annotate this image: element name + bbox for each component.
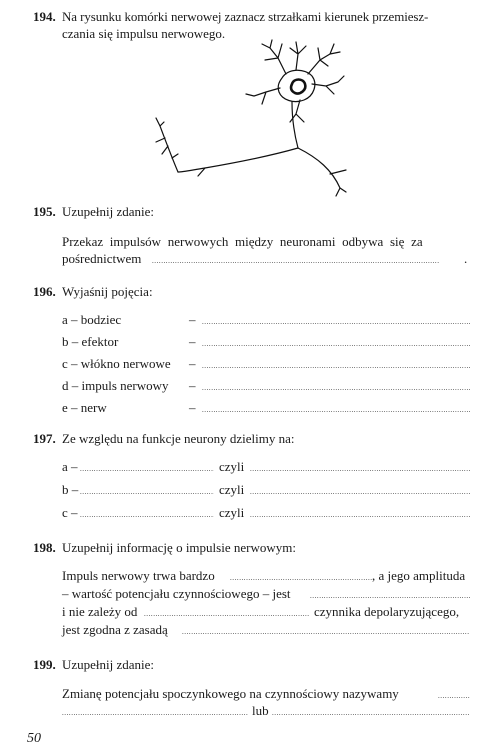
term-efektor-blank[interactable] bbox=[202, 334, 470, 350]
neuron-type-row-c-blank2[interactable] bbox=[250, 505, 470, 521]
question-195-line2-end: . bbox=[464, 251, 468, 266]
neuron-type-row-a-blank[interactable] bbox=[80, 459, 214, 475]
impulse-line3-start: i nie zależy od bbox=[62, 604, 138, 619]
neuron-type-row-b-czyli: czyli bbox=[219, 482, 245, 497]
neuron-type-row-c-blank[interactable] bbox=[80, 505, 214, 521]
neuron-type-row-a-label: a – bbox=[62, 459, 78, 474]
neuron-cell-body bbox=[278, 70, 315, 101]
neuron-type-row-c-label: c – bbox=[62, 505, 78, 520]
potential-change-blank3[interactable] bbox=[272, 703, 470, 719]
neuron-type-row-b-label: b – bbox=[62, 482, 79, 497]
term-bodziec-blank[interactable] bbox=[202, 312, 470, 328]
question-196-title: Wyjaśnij pojęcia: bbox=[62, 284, 153, 299]
impulse-line1-end: , a jego amplituda bbox=[372, 568, 466, 583]
term-dash: – bbox=[189, 356, 196, 371]
question-194-text-line2: czania się impulsu nerwowego. bbox=[62, 26, 226, 41]
term-dash: – bbox=[189, 334, 196, 349]
term-efektor: b – efektor bbox=[62, 334, 119, 349]
term-wlokno-nerwowe-blank[interactable] bbox=[202, 356, 470, 372]
term-impuls-nerwowy-blank[interactable] bbox=[202, 378, 470, 394]
impulse-line2-start: – wartość potencjału czynnościowego – jest bbox=[62, 586, 291, 601]
potential-change-text: Zmianę potencjału spoczynkowego na czynnościowy nazywamy bbox=[62, 686, 399, 701]
question-196-number: 196. bbox=[33, 284, 56, 299]
question-198-number: 198. bbox=[33, 540, 56, 555]
term-wlokno-nerwowe: c – włókno nerwowe bbox=[62, 356, 171, 371]
neuron-type-row-c-czyli: czyli bbox=[219, 505, 245, 520]
question-199-number: 199. bbox=[33, 657, 56, 672]
term-dash: – bbox=[189, 312, 196, 327]
neuron-type-row-a-czyli: czyli bbox=[219, 459, 245, 474]
neuron-type-row-b-blank[interactable] bbox=[80, 482, 214, 498]
potential-change-lub: lub bbox=[252, 703, 269, 718]
question-195-title: Uzupełnij zdanie: bbox=[62, 204, 155, 219]
impulse-amplitude-blank[interactable] bbox=[310, 586, 470, 602]
neuron-nucleus bbox=[291, 80, 305, 94]
impulse-rule-blank[interactable] bbox=[182, 622, 470, 638]
question-194-number: 194. bbox=[33, 9, 56, 24]
neuron-type-row-a-blank2[interactable] bbox=[250, 459, 470, 475]
term-nerw: e – nerw bbox=[62, 400, 107, 415]
term-dash: – bbox=[189, 400, 196, 415]
term-impuls-nerwowy: d – impuls nerwowy bbox=[62, 378, 169, 393]
question-195-line2-start: pośrednictwem bbox=[62, 251, 142, 266]
question-195-answer-blank[interactable] bbox=[152, 251, 461, 267]
neuron-type-row-b-blank2[interactable] bbox=[250, 482, 470, 498]
term-dash: – bbox=[189, 378, 196, 393]
question-195-line1: Przekaz impulsów nerwowych między neuronami odbywa się za bbox=[62, 234, 423, 249]
impulse-duration-blank[interactable] bbox=[230, 568, 372, 584]
question-195-number: 195. bbox=[33, 204, 56, 219]
impulse-dependency-blank[interactable] bbox=[144, 604, 310, 620]
question-194-text-line1: Na rysunku komórki nerwowej zaznacz strzałkami kierunek przemiesz- bbox=[62, 9, 429, 24]
impulse-line3-end: czynnika depolaryzującego, bbox=[314, 604, 460, 619]
potential-change-blank1[interactable] bbox=[438, 686, 470, 702]
term-nerw-blank[interactable] bbox=[202, 400, 470, 416]
question-198-title: Uzupełnij informację o impulsie nerwowym: bbox=[62, 540, 296, 555]
page-number: 50 bbox=[27, 731, 41, 746]
impulse-line4-start: jest zgodna z zasadą bbox=[62, 622, 168, 637]
impulse-line1-start: Impuls nerwowy trwa bardzo bbox=[62, 568, 215, 583]
question-197-number: 197. bbox=[33, 431, 56, 446]
term-bodziec: a – bodziec bbox=[62, 312, 122, 327]
question-199-title: Uzupełnij zdanie: bbox=[62, 657, 155, 672]
potential-change-blank2[interactable] bbox=[62, 703, 248, 719]
question-197-title: Ze względu na funkcje neurony dzielimy na: bbox=[62, 431, 295, 446]
